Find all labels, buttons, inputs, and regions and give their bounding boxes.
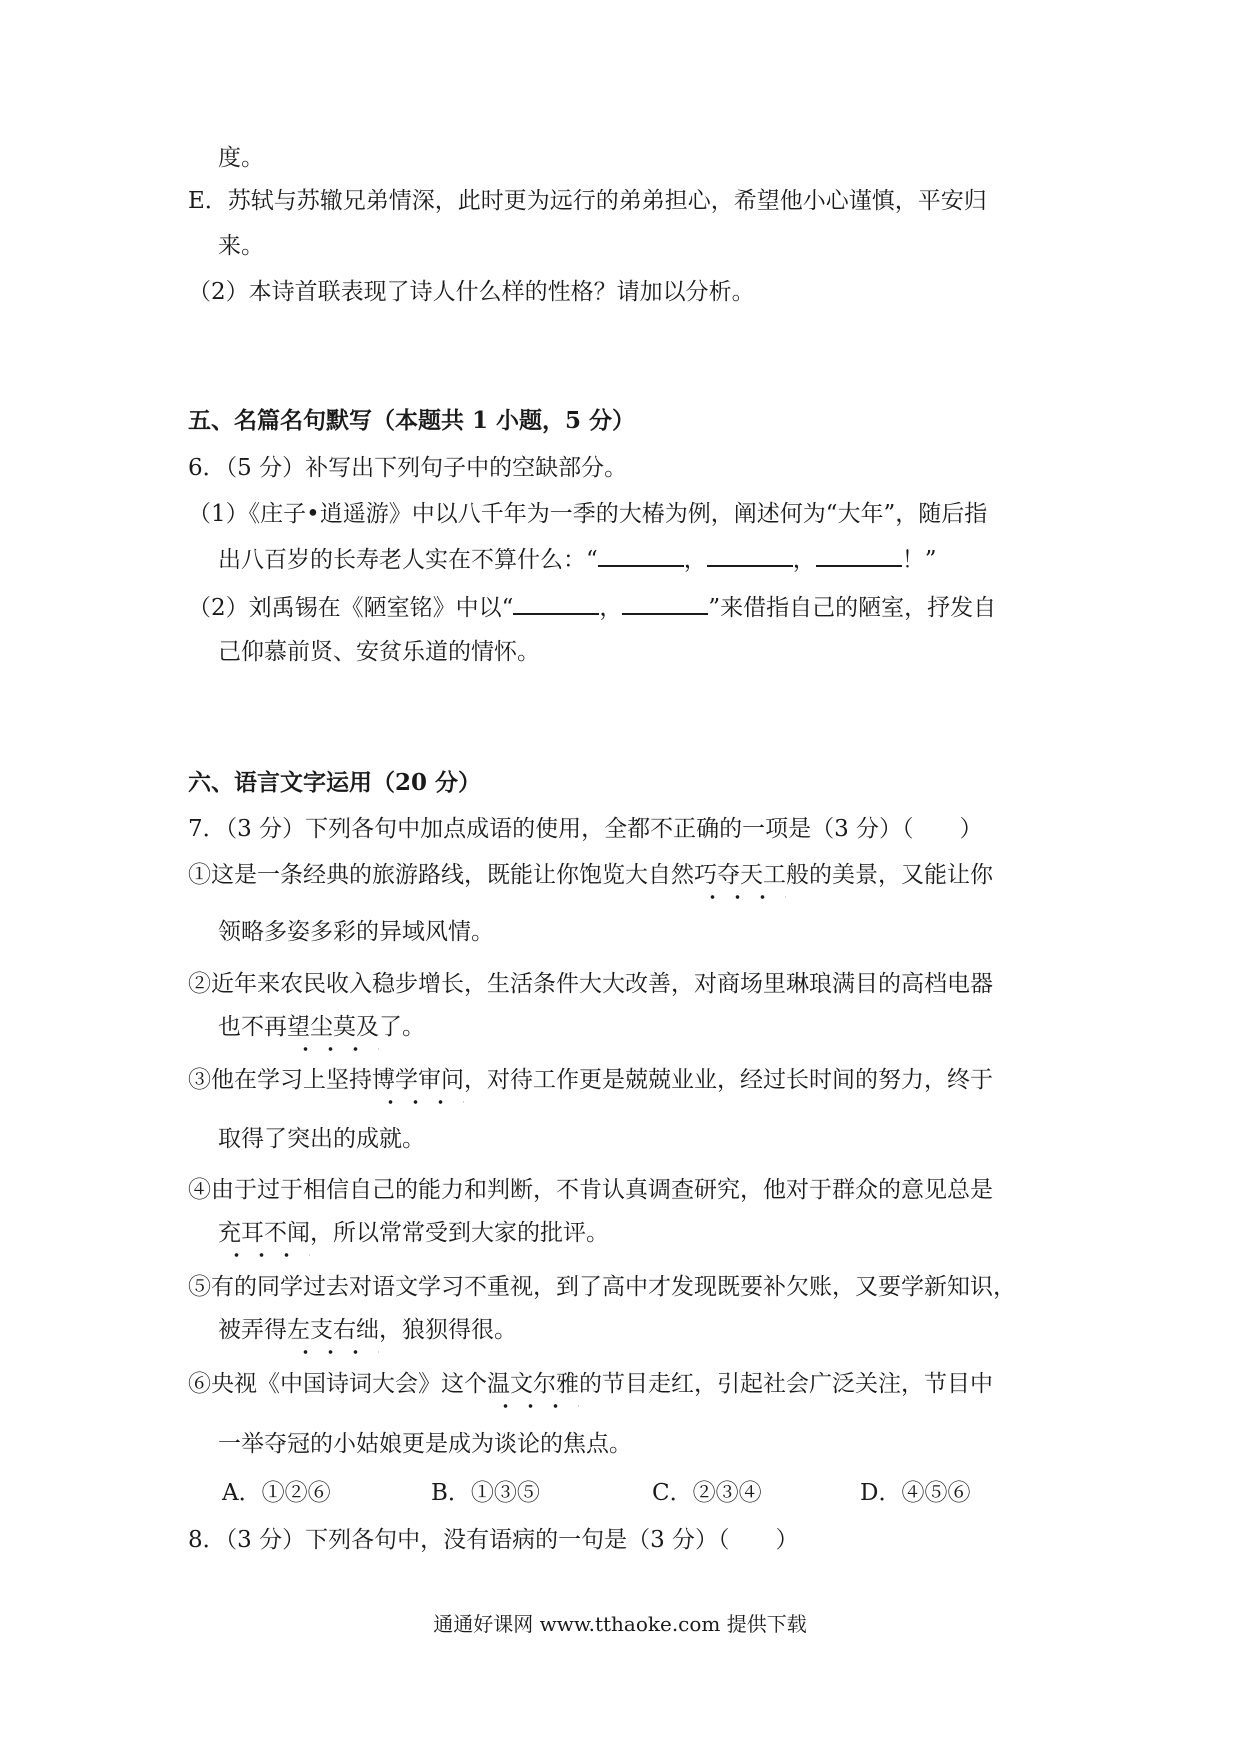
sentence-3-line-1 [188,1064,993,1096]
sentence-2-line-1: ②近年来农民收入稳步增长，生活条件大大改善，对商场里琳琅满目的高档电器 [188,971,993,997]
question-6-2-line-2: 己仰慕前贤、安贫乐道的情怀。 [218,639,540,665]
page-footer: 通通好课网 www.tthaoke.com 提供下载 [433,1612,807,1636]
dotted-idiom: 温文尔雅 [487,1368,579,1400]
question-6-2-line-1 [188,591,996,624]
sentence-5-line-1: ⑤有的同学过去对语文学习不重视，到了高中才发现既要补欠账，又要学新知识， [188,1274,1016,1300]
fill-blank[interactable] [622,591,708,615]
question-7: 7．（3 分）下列各句中加点成语的使用，全都不正确的一项是（3 分）（ ） [188,816,983,842]
text-segment: ， [792,547,816,573]
text-segment: ！” [901,547,937,573]
sentence-1-line-2: 领略多姿多彩的异域风情。 [218,919,494,945]
dotted-idiom: 博学审问 [372,1064,464,1096]
question-6-1-line-2 [218,543,937,576]
text-segment: ①这是一条经典的旅游路线，既能让你饱览大自然 [188,862,694,888]
text-segment: ， [599,595,623,621]
answer-option-a: A．①②⑥ [222,1480,331,1506]
option-e-line-1: E．苏轼与苏辙兄弟情深，此时更为远行的弟弟担心，希望他小心谨慎，平安归 [188,188,987,214]
text-line: 度。 [218,145,264,171]
section-5-heading: 五、名篇名句默写（本题共 1 小题，5 分） [188,407,636,434]
text-segment: ，对待工作更是兢兢业业，经过长时间的努力，终于 [464,1067,993,1093]
text-segment: ③他在学习上坚持 [188,1067,372,1093]
sentence-6-line-1 [188,1368,993,1400]
sentence-4-line-2 [218,1217,609,1249]
fill-blank[interactable] [816,543,902,567]
dotted-idiom: 左支右绌 [287,1314,379,1346]
question-6-1-line-1: （1）《庄子•逍遥游》中以八千年为一季的大椿为例，阐述何为“大年”，随后指 [188,501,988,527]
sentence-6-line-2: 一举夺冠的小姑娘更是成为谈论的焦点。 [218,1431,632,1457]
answer-option-b: B．①③⑤ [431,1480,540,1506]
text-segment: 出八百岁的长寿老人实在不算什么：“ [218,547,598,573]
fill-blank[interactable] [598,543,684,567]
dotted-idiom: 充耳不闻 [218,1217,310,1249]
fill-blank[interactable] [513,591,599,615]
sentence-2-line-2 [218,1011,425,1043]
sentence-3-line-2: 取得了突出的成就。 [218,1126,425,1152]
answer-option-c: C．②③④ [652,1480,762,1506]
question-6: 6．（5 分）补写出下列句子中的空缺部分。 [188,455,628,481]
option-e-line-2: 来。 [218,233,264,259]
text-segment: 被弄得 [218,1317,287,1343]
text-segment: 了。 [379,1014,425,1040]
text-segment: 的节目走红，引起社会广泛关注，节目中 [579,1371,993,1397]
dotted-idiom: 巧夺天工 [694,859,786,891]
text-segment: 也不再 [218,1014,287,1040]
fill-blank[interactable] [707,543,793,567]
section-6-heading: 六、语言文字运用（20 分） [188,769,482,796]
text-segment: ，狼狈得很。 [379,1317,517,1343]
text-segment: ， [683,547,707,573]
sentence-1-line-1 [188,859,993,891]
text-segment: （2）刘禹锡在《陋室铭》中以“ [188,595,514,621]
dotted-idiom: 望尘莫及 [287,1011,379,1043]
sentence-5-line-2 [218,1314,517,1346]
answer-option-d: D．④⑤⑥ [860,1480,971,1506]
question-2: （2）本诗首联表现了诗人什么样的性格？请加以分析。 [188,279,755,305]
text-segment: ，所以常常受到大家的批评。 [310,1220,609,1246]
question-8: 8．（3 分）下列各句中，没有语病的一句是（3 分）（ ） [188,1527,799,1553]
text-segment: ”来借指自己的陋室，抒发自 [708,595,997,621]
text-segment: 般的美景，又能让你 [786,862,993,888]
text-segment: ⑥央视《中国诗词大会》这个 [188,1371,487,1397]
sentence-4-line-1: ④由于过于相信自己的能力和判断，不肯认真调查研究，他对于群众的意见总是 [188,1177,993,1203]
